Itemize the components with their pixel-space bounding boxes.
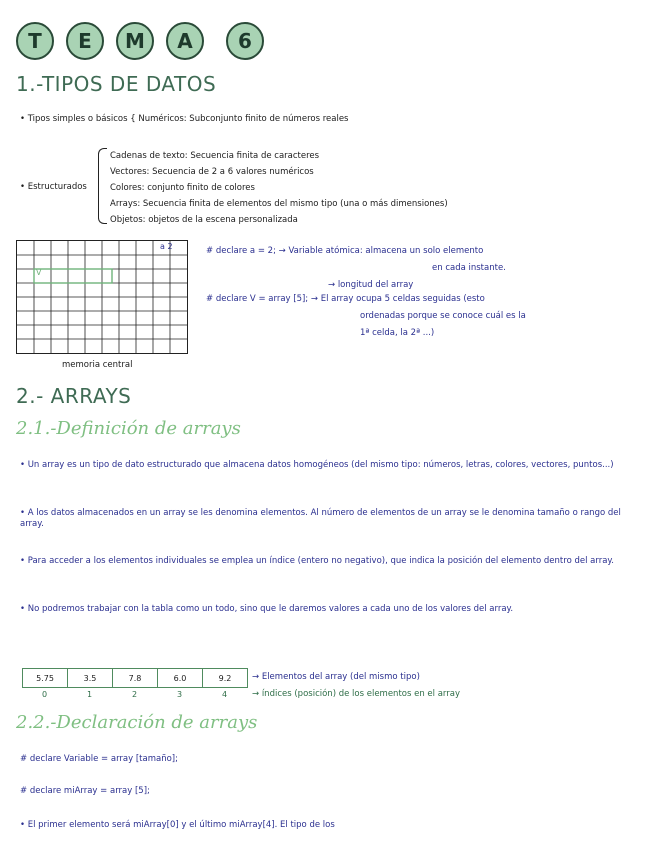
grid-row-mark: V [36, 268, 42, 277]
note-declare-a-2: en cada instante. [432, 263, 506, 273]
structured-list [110, 148, 448, 228]
array-cell: 3.5 [67, 668, 113, 688]
array-note-indices: → índices (posición) de los elementos en el array [252, 689, 461, 699]
declaration-line: # declare miArray = array [5]; [20, 786, 150, 796]
memory-grid [16, 240, 188, 354]
array-index: 4 [221, 690, 228, 699]
definition-paragraph: • Un array es un tipo de dato estructurado que almacena datos homogéneos (del mismo tipo: números, letras, colores, vectores, puntos...) [20, 460, 614, 470]
array-cell: 7.8 [112, 668, 158, 688]
structured-item: Arrays: Secuencia finita de elementos del mismo tipo (una o más dimensiones) [110, 199, 448, 209]
definition-paragraph: • A los datos almacenados en un array se les denomina elementos. Al número de elementos de un array se le denomina tamaño o rango del array. [20, 508, 621, 530]
bullet-simple-types: • Tipos simples o básicos { Numéricos: Subconjunto finito de números reales [20, 114, 349, 124]
declaration-line: # declare Variable = array [tamaño]; [20, 754, 178, 764]
note-length: → longitud del array [328, 280, 414, 290]
title-bubbles [16, 22, 264, 60]
section1-heading: 1.-TIPOS DE DATOS [16, 72, 217, 96]
array-note-values: → Elementos del array (del mismo tipo) [252, 672, 420, 682]
note-declare-v-1: # declare V = array [5]; → El array ocupa 5 celdas seguidas (esto [206, 294, 485, 304]
array-cell: 5.75 [22, 668, 68, 688]
array-indices [22, 690, 247, 699]
subsection-definition: 2.1.-Definición de arrays [16, 418, 241, 439]
grid-caption: memoria central [62, 360, 133, 370]
memory-grid-lines [17, 241, 187, 353]
structured-item: Colores: conjunto finito de colores [110, 183, 255, 193]
array-cell: 6.0 [157, 668, 203, 688]
section2-heading: 2.- ARRAYS [16, 384, 132, 408]
structured-label: • Estructurados [20, 182, 87, 192]
structured-item: Objetos: objetos de la escena personalizada [110, 215, 298, 225]
array-index: 1 [86, 690, 93, 699]
title-letter: T [16, 22, 54, 60]
grid-corner-mark: a 2 [160, 242, 173, 251]
title-letter: M [116, 22, 154, 60]
array-cell: 9.2 [202, 668, 248, 688]
definition-paragraph: • Para acceder a los elementos individuales se emplea un índice (entero no negativo), que indica la posición del elemento dentro del array. [20, 556, 614, 566]
array-index: 3 [176, 690, 183, 699]
declaration-line: • El primer elemento será miArray[0] y el último miArray[4]. El tipo de los [20, 820, 335, 830]
structured-item: Cadenas de texto: Secuencia finita de caracteres [110, 151, 320, 161]
subsection-declaration: 2.2.-Declaración de arrays [16, 712, 258, 733]
title-letter: A [166, 22, 204, 60]
array-index: 2 [131, 690, 138, 699]
array-diagram [22, 668, 247, 688]
note-declare-v-3: 1ª celda, la 2ª ...) [360, 328, 435, 338]
title-letter: E [66, 22, 104, 60]
structured-item: Vectores: Secuencia de 2 a 6 valores numéricos [110, 167, 314, 177]
curly-bracket [98, 148, 107, 224]
note-declare-a-1: # declare a = 2; → Variable atómica: almacena un solo elemento [206, 246, 484, 256]
definition-paragraph: • No podremos trabajar con la tabla como un todo, sino que le daremos valores a cada uno de los valores del array. [20, 604, 514, 614]
note-declare-v-2: ordenadas porque se conoce cuál es la [360, 311, 526, 321]
title-number: 6 [226, 22, 264, 60]
array-index: 0 [41, 690, 48, 699]
